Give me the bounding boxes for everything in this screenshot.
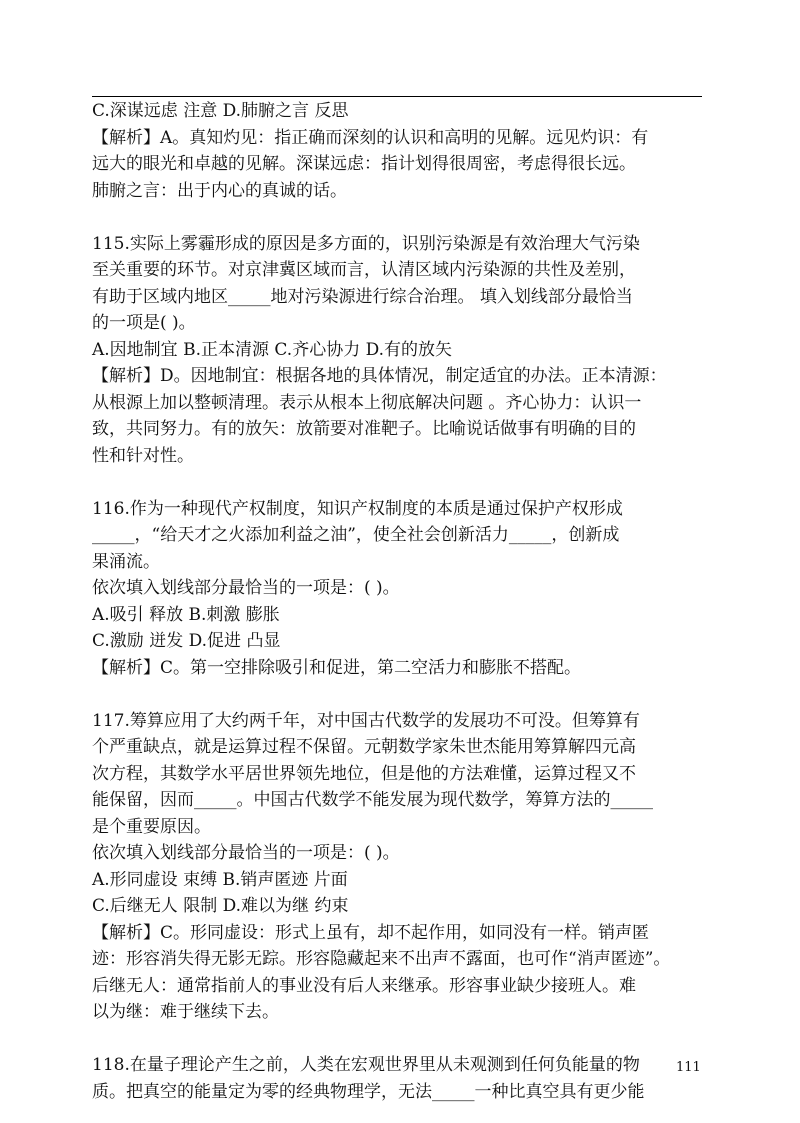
paragraph-gap — [92, 681, 702, 708]
analysis-line: 以为继：难于继续下去。 — [92, 1002, 279, 1022]
text-line: 【解析】A。真知灼见：指正确而深刻的认识和高明的见解。远见灼识：有 — [92, 127, 649, 148]
options-line: A.吸引 释放 B.刺激 膨胀 — [92, 604, 280, 625]
document-body — [92, 98, 702, 1105]
options-line: C.后继无人 限制 D.难以为继 约束 — [92, 896, 349, 916]
page-number: 111 — [676, 1060, 701, 1075]
analysis-line: 迹：形容消失得无影无踪。形容隐藏起来不出声不露面，也可作“消声匿迹”。 — [92, 949, 671, 969]
question-117 — [92, 708, 702, 1026]
text-line: 质。把真空的能量定为零的经典物理学，无法_____一种比真空具有更少能 — [92, 1081, 645, 1102]
text-line: C.深谋远虑 注意 D.肺腑之言 反思 — [92, 101, 349, 121]
text-line: 肺腑之言：出于内心的真诚的话。 — [92, 180, 347, 201]
question-118 — [92, 1052, 702, 1105]
text-line: 至关重要的环节。对京津冀区域而言，认清区域内污染源的共性及差别， — [92, 260, 636, 280]
analysis-line: 【解析】C。形同虚设：形式上虽有，却不起作用，如同没有一样。销声匿 — [92, 922, 650, 943]
text-line: 依次填入划线部分最恰当的一项是：( )。 — [92, 578, 400, 598]
options-line: A.因地制宜 B.正本清源 C.齐心协力 D.有的放矢 — [92, 339, 453, 360]
text-line: 能保留，因而_____。中国古代数学不能发展为现代数学，筹算方法的_____ — [92, 790, 653, 810]
paragraph-gap — [92, 1026, 702, 1053]
question-115 — [92, 231, 702, 470]
text-line: 118.在量子理论产生之前，人类在宏观世界里从未观测到任何负能量的物 — [92, 1055, 640, 1075]
text-line: 116.作为一种现代产权制度，知识产权制度的本质是通过保护产权形成 — [92, 498, 623, 519]
text-line: 次方程，其数学水平居世界领先地位，但是他的方法难懂，运算过程又不 — [92, 763, 636, 784]
paragraph-gap — [92, 204, 702, 231]
text-line: 是个重要原因。 — [92, 816, 211, 837]
paragraph-gap — [92, 469, 702, 496]
text-line: 个严重缺点，就是运算过程不保留。元朝数学家朱世杰能用筹算解四元高 — [92, 737, 636, 757]
analysis-line: 致，共同努力。有的放矢：放箭要对准靶子。比喻说话做事有明确的目的 — [92, 419, 636, 439]
block-previous-answer — [92, 98, 702, 204]
analysis-line: 性和针对性。 — [92, 445, 194, 466]
header-rule — [92, 96, 702, 97]
question-116 — [92, 496, 702, 682]
analysis-line: 从根源上加以整顿清理。表示从根本上彻底解决问题 。齐心协力：认识一 — [92, 392, 642, 413]
text-line: 117.筹算应用了大约两千年，对中国古代数学的发展功不可没。但筹算有 — [92, 710, 640, 731]
text-line: 远大的眼光和卓越的见解。深谋远虑：指计划得很周密，考虑得很长远。 — [92, 154, 636, 174]
text-line: 果涌流。 — [92, 551, 160, 572]
text-line: 有助于区域内地区_____地对污染源进行综合治理。 填入划线部分最恰当 — [92, 286, 633, 307]
analysis-line: 【解析】D。因地制宜：根据各地的具体情况，制定适宜的办法。正本清源： — [92, 366, 667, 386]
text-line: 115.实际上雾霾形成的原因是多方面的，识别污染源是有效治理大气污染 — [92, 233, 640, 254]
options-line: C.激励 迸发 D.促进 凸显 — [92, 631, 281, 651]
text-line: 依次填入划线部分最恰当的一项是：( )。 — [92, 843, 400, 863]
options-line: A.形同虚设 束缚 B.销声匿迹 片面 — [92, 869, 348, 890]
text-line: 的一项是( )。 — [92, 313, 196, 333]
analysis-line: 后继无人：通常指前人的事业没有后人来继承。形容事业缺少接班人。难 — [92, 975, 636, 996]
analysis-line: 【解析】C。第一空排除吸引和促进，第二空活力和膨胀不搭配。 — [92, 657, 582, 678]
text-line: _____，“给天才之火添加利益之油”，使全社会创新活力_____，创新成 — [92, 525, 620, 545]
